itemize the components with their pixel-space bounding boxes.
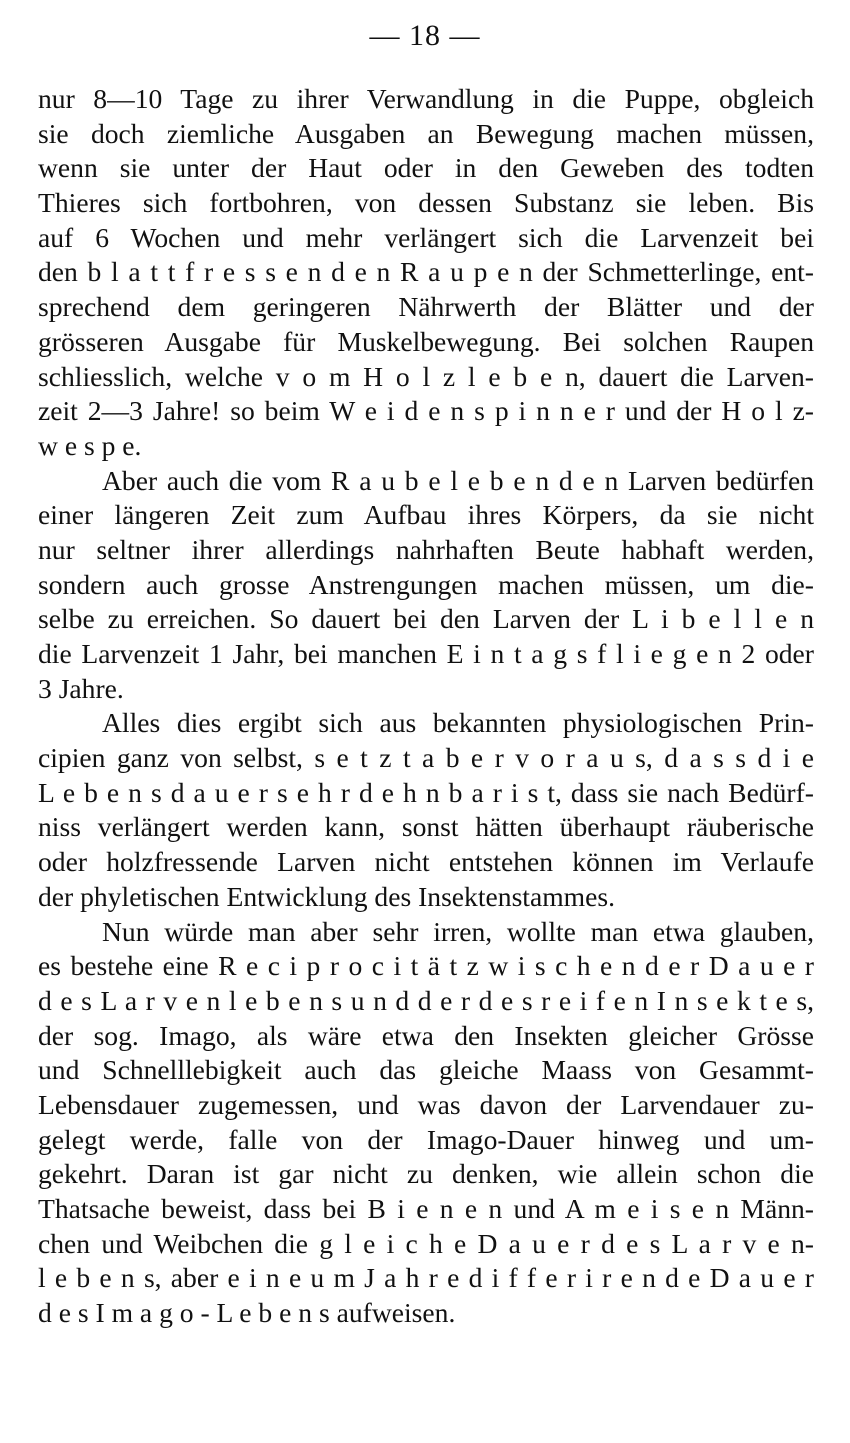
text-line: schliesslich, welche v o m H o l z l e b e n, dauert die Larven- — [38, 360, 814, 392]
text-line: 3 Jahre. — [38, 672, 124, 704]
text-line: oder holzfressende Larven nicht entstehen können im Verlaufe — [38, 846, 814, 878]
text-line: Alles dies ergibt sich aus bekannten physiologischen Prin- — [102, 707, 814, 739]
text-line: sie doch ziemliche Ausgaben an Bewegung machen müssen, — [38, 117, 814, 149]
text-line: der sog. Imago, als wäre etwa den Insekten gleicher Grösse — [38, 1019, 814, 1051]
text-line: chen und Weibchen die g l e i c h e D a u e r d e s L a r v e n- — [38, 1227, 814, 1259]
text-line: wenn sie unter der Haut oder in den Geweben des todten — [38, 152, 814, 184]
text-line: selbe zu erreichen. So dauert bei den Larven der L i b e l l e n — [38, 603, 814, 635]
page-number: — 18 — — [369, 19, 481, 52]
text-line: l e b e n s, aber e i n e u m J a h r e d i f f e r i r e n d e D a u e r — [38, 1262, 814, 1294]
text-line: nur 8—10 Tage zu ihrer Verwandlung in die Puppe, obgleich — [38, 83, 814, 114]
text-line: L e b e n s d a u e r s e h r d e h n b a r i s t, dass sie nach Bedürf- — [38, 776, 814, 808]
text-line: die Larvenzeit 1 Jahr, bei manchen E i n t a g s f l i e g e n 2 oder — [38, 638, 814, 669]
text-line: es bestehe eine R e c i p r o c i t ä t z w i s c h e n d e r D a u e r — [38, 950, 814, 982]
text-line: sondern auch grosse Anstrengungen machen müssen, um die- — [38, 568, 814, 600]
body-text — [38, 82, 814, 1331]
text-line: nur seltner ihrer allerdings nahrhaften Beute habhaft werden, — [38, 533, 814, 565]
text-line: Thieres sich fortbohren, von dessen Substanz sie leben. Bis — [38, 187, 814, 219]
text-line: der phyletischen Entwicklung des Insektenstammes. — [38, 880, 616, 912]
text-line: zeit 2—3 Jahre! so beim W e i d e n s p i n n e r und der H o l z- — [38, 395, 814, 427]
text-line: Aber auch die vom R a u b e l e b e n d e n Larven bedürfen — [102, 464, 814, 496]
text-line: gekehrt. Daran ist gar nicht zu denken, wie allein schon die — [38, 1158, 814, 1190]
text-line: einer längeren Zeit zum Aufbau ihres Körpers, da sie nicht — [38, 499, 814, 531]
text-line: sprechend dem geringeren Nährwerth der Blätter und der — [38, 291, 814, 323]
text-line: Nun würde man aber sehr irren, wollte man etwa glauben, — [102, 915, 814, 947]
text-line: d e s L a r v e n l e b e n s u n d d e r d e s r e i f e n I n s e k t e s, — [38, 984, 814, 1016]
text-line: niss verlängert werden kann, sonst hätten überhaupt räuberische — [38, 811, 814, 843]
text-line: w e s p e. — [38, 429, 142, 461]
text-line: cipien ganz von selbst, s e t z t a b e r v o r a u s, d a s s d i e — [38, 742, 814, 774]
text-line: und Schnelllebigkeit auch das gleiche Maass von Gesammt- — [38, 1054, 814, 1086]
text-line: gelegt werde, falle von der Imago-Dauer hinweg und um- — [38, 1123, 814, 1155]
text-line: auf 6 Wochen und mehr verlängert sich die Larvenzeit bei — [38, 221, 814, 253]
text-line: Lebensdauer zugemessen, und was davon der Larvendauer zu- — [38, 1088, 814, 1120]
text-line: d e s I m a g o - L e b e n s aufweisen. — [38, 1297, 456, 1329]
text-line: Thatsache beweist, dass bei B i e n e n und A m e i s e n Männ- — [38, 1193, 814, 1224]
text-line: grösseren Ausgabe für Muskelbewegung. Bei solchen Raupen — [38, 325, 814, 357]
text-line: den b l a t t f r e s s e n d e n R a u p e n der Schmetterlinge, ent- — [38, 256, 814, 288]
